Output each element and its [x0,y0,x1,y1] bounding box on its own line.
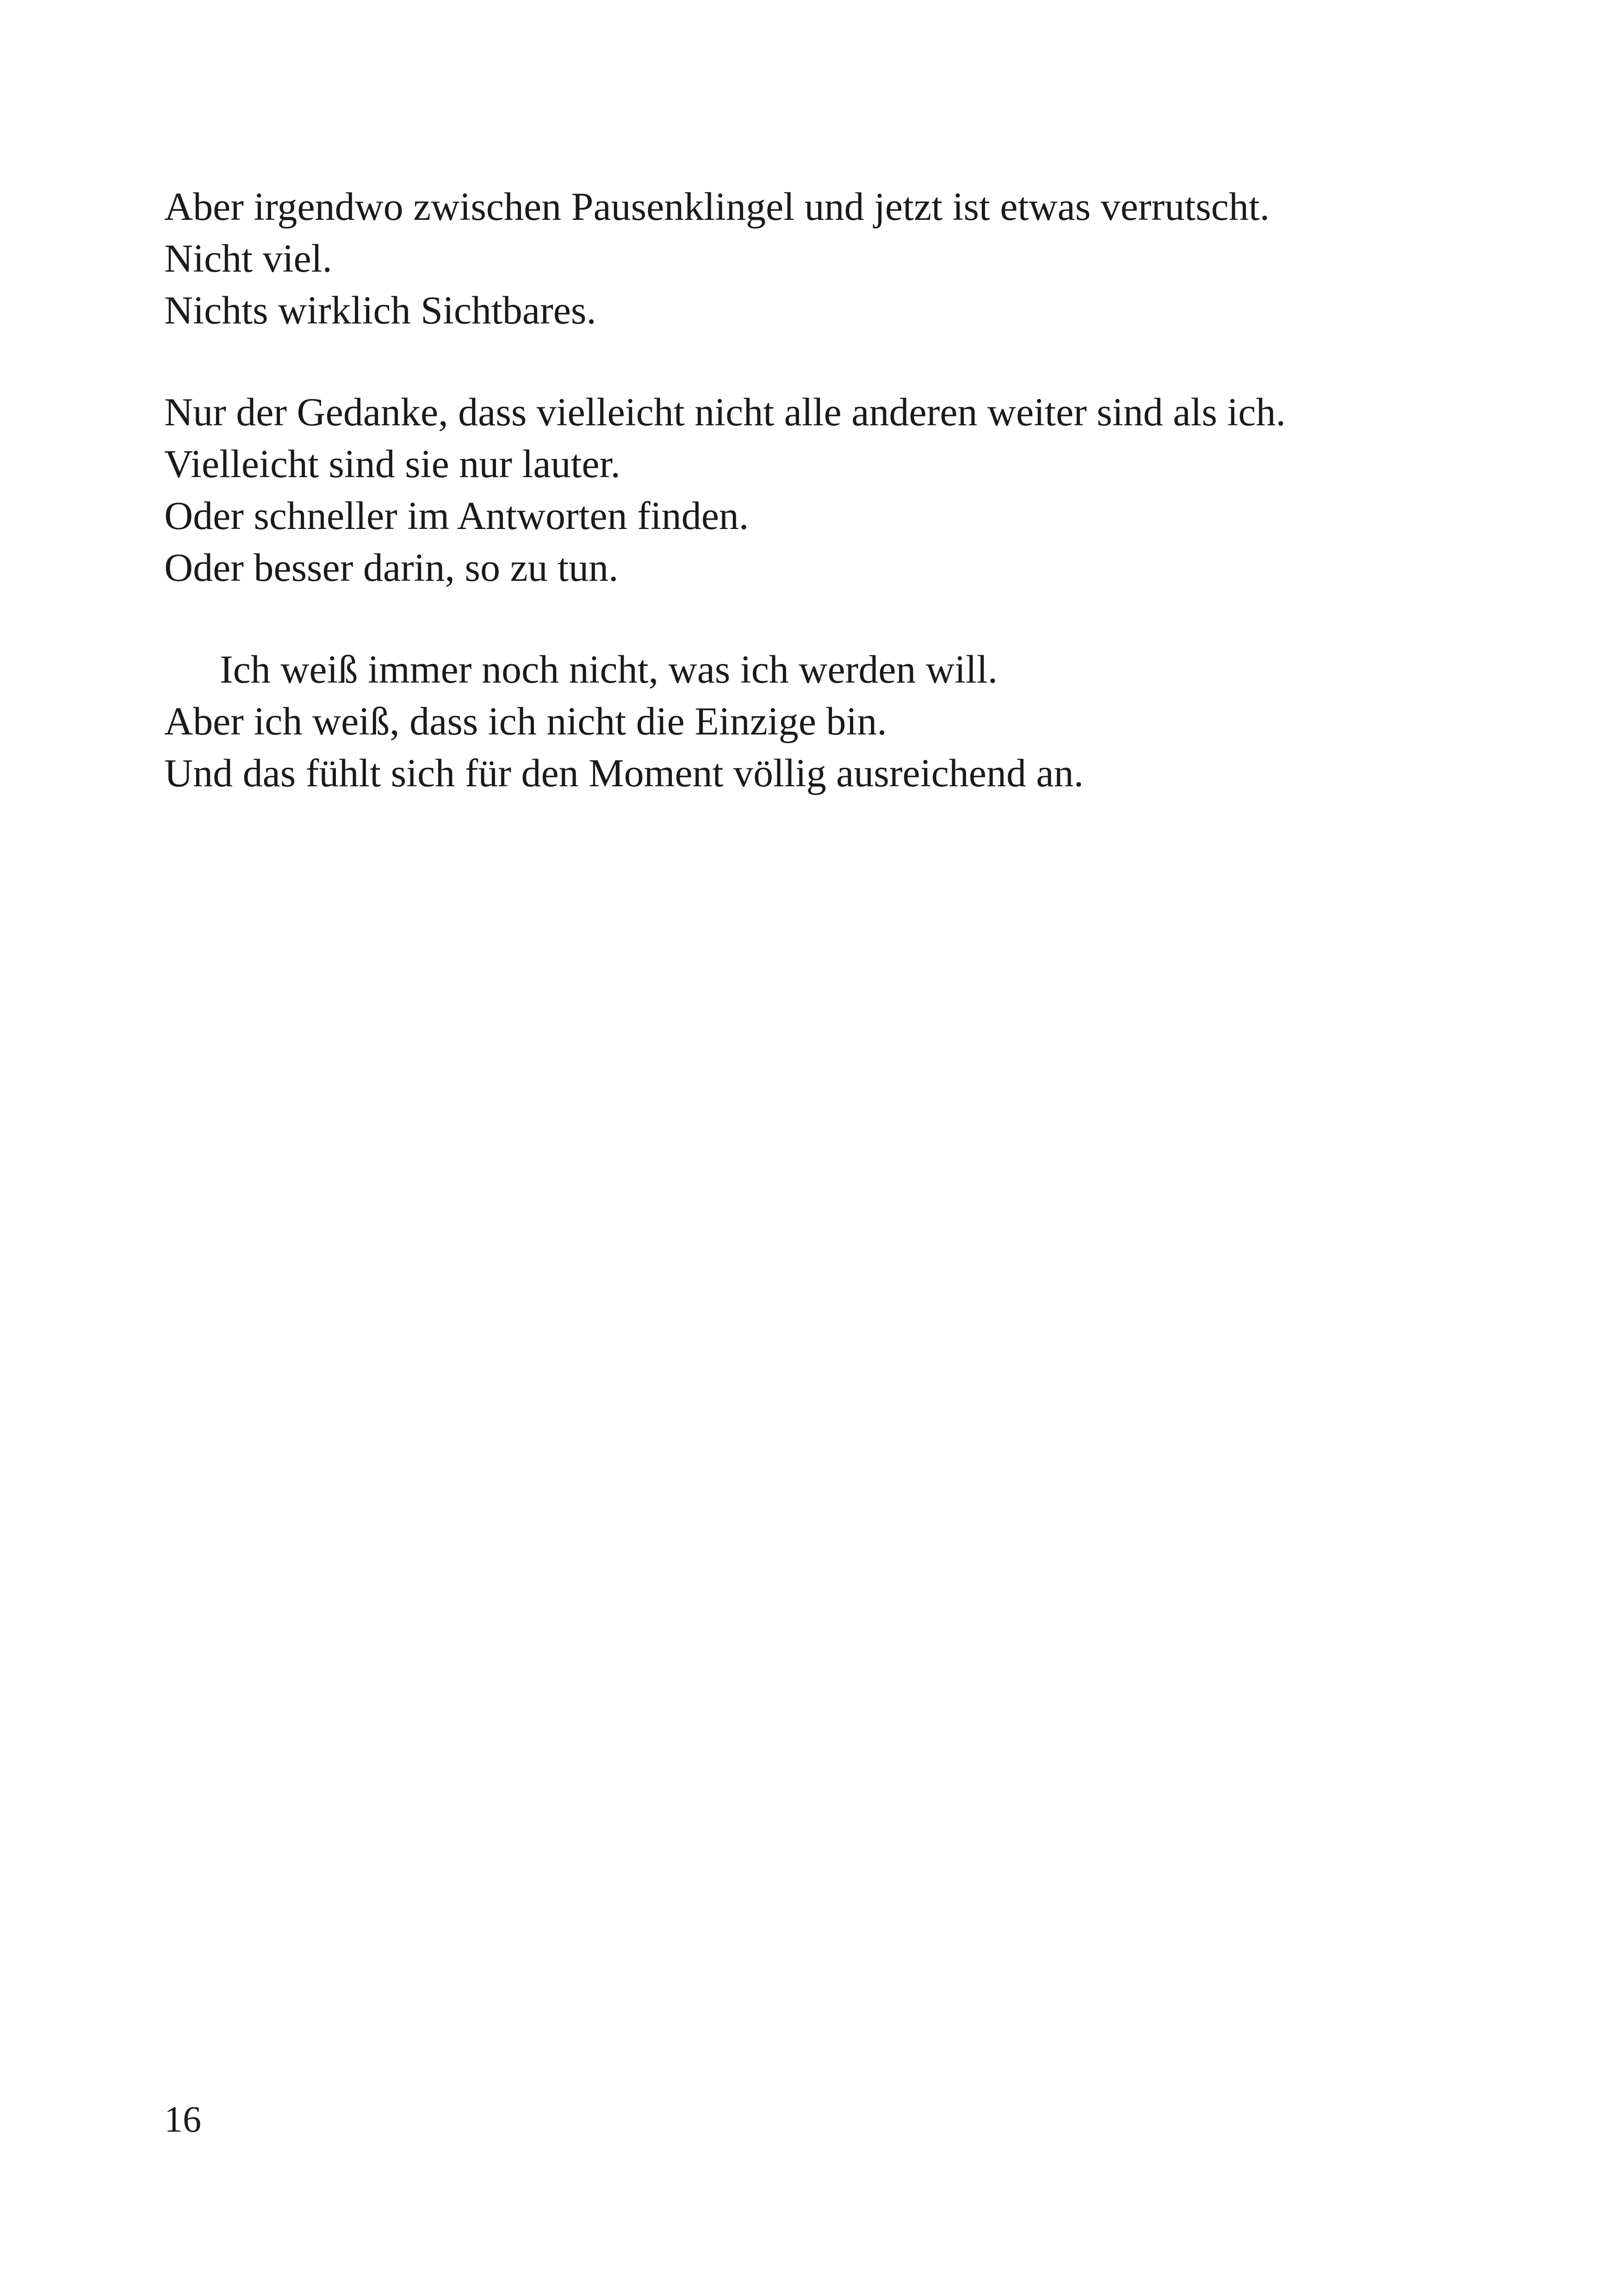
text-line: Nur der Gedanke, dass vielleicht nicht alle anderen weiter sind als ich. [164,390,1286,434]
text-line: Aber irgendwo zwischen Pausenklingel und jetzt ist etwas verrutscht. [164,184,1270,229]
text-line: Oder schneller im Antworten finden. [164,493,749,538]
text-line: Vielleicht sind sie nur lauter. [164,442,620,486]
text-line-indented: Ich weiß immer noch nicht, was ich werden will. [220,647,998,691]
text-line: Und das fühlt sich für den Moment völlig ausreichend an. [164,751,1084,795]
stanza-spacer [164,336,1483,386]
body-text [164,180,1483,799]
stanza-3 [164,643,1483,799]
text-line: Nicht viel. [164,236,333,280]
stanza-1 [164,180,1483,336]
page-number: 16 [164,2099,201,2140]
stanza-spacer [164,593,1483,643]
stanza-2 [164,386,1483,593]
text-line: Nichts wirklich Sichtbares. [164,288,596,332]
text-line: Oder besser darin, so zu tun. [164,545,619,590]
text-line: Aber ich weiß, dass ich nicht die Einzige bin. [164,699,887,743]
